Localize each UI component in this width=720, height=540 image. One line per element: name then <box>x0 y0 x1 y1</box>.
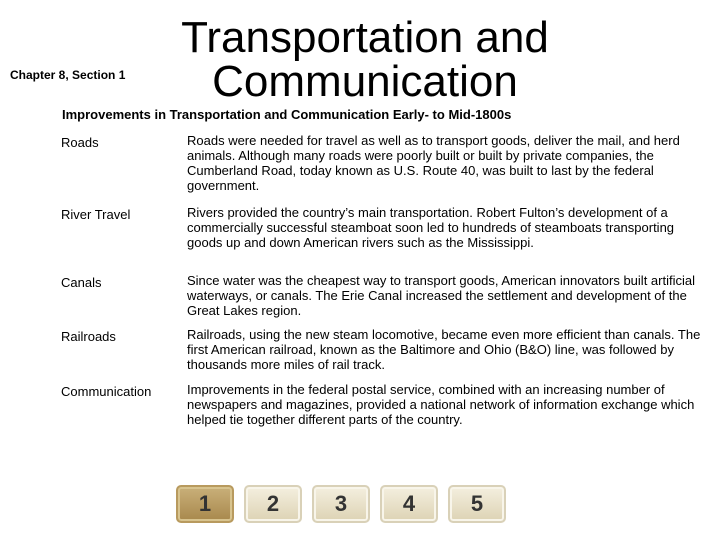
row-label-railroads: Railroads <box>61 329 116 344</box>
row-text-roads: Roads were needed for travel as well as to transport goods, deliver the mail, and herd animals. Although many roads were poorly built or built by private companies, the Cumberland Road, today known as U.S. Route 40, was built to last by the federal government. <box>187 133 680 193</box>
page-navigation <box>176 485 506 523</box>
chapter-label: Chapter 8, Section 1 <box>10 68 126 82</box>
row-label-communication: Communication <box>61 384 152 399</box>
row-text-river-travel: Rivers provided the country’s main transportation. Robert Fulton’s development of a commercially successful steamboat soon led to hundreds of steamboats transporting goods up and down American rivers such as the Mississippi. <box>187 205 675 250</box>
page-title <box>170 13 560 106</box>
page-button-1[interactable]: 1 <box>176 485 234 523</box>
page-button-2[interactable]: 2 <box>244 485 302 523</box>
row-label-roads: Roads <box>61 135 99 150</box>
page-button-4[interactable]: 4 <box>380 485 438 523</box>
title-line-2: Communication <box>212 57 518 106</box>
page-button-3[interactable]: 3 <box>312 485 370 523</box>
row-label-canals: Canals <box>61 275 102 290</box>
row-text-communication: Improvements in the federal postal service, combined with an increasing number of newspapers and magazines, provided a national network of information exchange which helped tie together different parts of the country. <box>187 382 695 427</box>
row-text-canals: Since water was the cheapest way to transport goods, American innovators built artificial waterways, or canals. The Erie Canal increased the settlement and development of the Great Lakes region. <box>187 273 695 318</box>
page-button-5[interactable]: 5 <box>448 485 506 523</box>
row-text-railroads: Railroads, using the new steam locomotive, became even more efficient than canals. The first American railroad, known as the Baltimore and Ohio (B&O) line, was followed by thousands more miles of rail track. <box>187 327 701 372</box>
title-line-1: Transportation and <box>181 13 549 62</box>
row-label-river-travel: River Travel <box>61 207 131 222</box>
subtitle: Improvements in Transportation and Communication Early- to Mid-1800s <box>62 107 512 122</box>
